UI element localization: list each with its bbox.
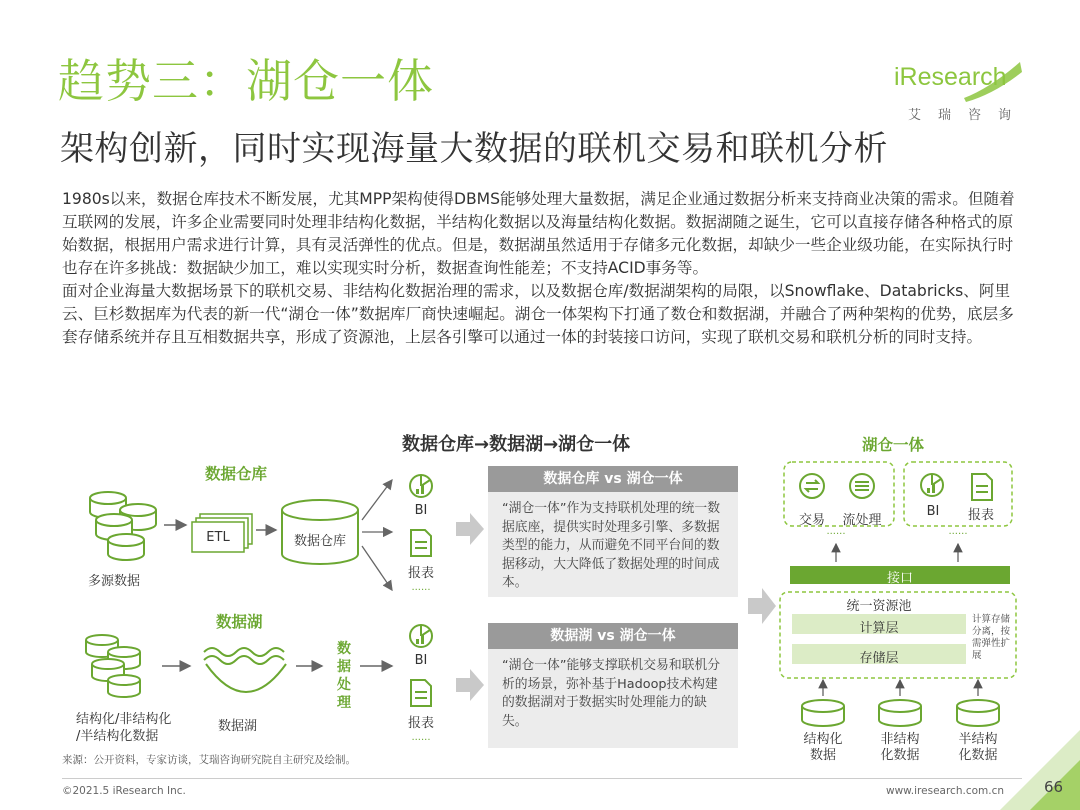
warehouse-store-label: 数据仓库 [293,534,346,549]
semi-structured-data-label: 半结构 化数据 [958,732,998,763]
warehouse-dots: ...... [411,582,431,593]
page-subtitle: 架构创新，同时实现海量大数据的联机交易和联机分析 [60,129,888,169]
page-number: 66 [1044,778,1064,796]
page-title: 趋势三：湖仓一体 [58,54,434,108]
lakehouse-stream-label: 流处理 [842,513,882,528]
unstructured-data-db-icon [879,700,921,726]
structured-data-label: 结构化 数据 [803,732,843,763]
semi-structured-data-db-icon [957,700,999,726]
lake-bowl-icon [204,648,286,692]
compare2-text: “湖仓一体”能够支撑联机交易和联机分析的场景，弥补基于Hadoop技术构建的数据湖对于数据实时处理能力的缺失。 [488,649,738,748]
lake-source-label: 结构化/非结构化 /半结构化数据 [76,712,172,744]
logo: iResearch [894,63,1007,91]
warehouse-report-label: 报表 [407,566,434,581]
side-note: 计算存储分离，按需弹性扩展 [972,614,1011,661]
website-link[interactable]: www.iresearch.com.cn [886,785,1005,797]
lakehouse-report-label: 报表 [967,508,994,523]
report-doc-icon [411,530,431,556]
compare1-text: “湖仓一体”作为支持联机处理的统一数据底座，提供实时处理多引擎、多数据类型的能力，从而避免不同平台间的数据移动，大大降低了数据处理的时间成本。 [488,492,738,597]
lake-bi-label: BI [414,653,428,668]
lake-title: 数据湖 [216,613,263,631]
multi-source-label: 多源数据 [88,574,141,589]
gray-arrow-2 [456,669,484,701]
lakehouse-bi-label: BI [926,504,940,519]
report-doc-icon-lake [411,680,431,706]
gray-arrow-1 [456,513,484,545]
source-note: 来源：公开资料，专家访谈，艾瑞咨询研究院自主研究及绘制。 [62,754,356,766]
copyright: ©2021.5 iResearch Inc. [62,785,186,797]
unstructured-data-label: 非结构 化数据 [880,732,920,763]
lakehouse-dots-right: ...... [948,526,968,537]
lake-report-label: 报表 [407,716,434,731]
etl-label: ETL [206,530,230,545]
lakehouse-title: 湖仓一体 [862,436,925,454]
multi-source-db-icon [90,492,156,560]
warehouse-title: 数据仓库 [205,465,268,483]
warehouse-bi-label: BI [414,503,428,518]
footer-divider [62,778,1022,779]
lake-source-db-icon [86,635,140,697]
structured-data-db-icon [802,700,844,726]
diagram-title: 数据仓库→数据湖→湖仓一体 [402,434,631,455]
lake-dots: ...... [411,732,431,743]
interface-label: 接口 [886,571,913,586]
body-paragraph-2: 面对企业海量大数据场景下的联机交易、非结构化数据治理的需求，以及数据仓库/数据湖架构的局限，以Snowflake、Databricks、阿里云、巨杉数据库为代表的新一代“湖仓一体”数据库厂商快速崛起。湖仓一体架构下打通了数仓和数据湖，并融合了两种架构的优势，底层多套存储系统并存且互相数据共享，形成了资源池，上层各引擎可以通过一体的封装接口访问，实现了联机交易和联机分析的同时支持。 [62,282,1014,346]
bi-chart-icon-lake [410,625,432,647]
lakehouse-dots-left: ...... [826,526,846,537]
resource-pool-label: 统一资源池 [846,599,912,614]
logo-subtext: 艾瑞咨询 [908,108,1029,123]
compare2-header: 数据湖 vs 湖仓一体 [488,623,738,649]
bi-chart-icon [410,475,432,497]
gray-arrow-3 [748,588,776,624]
report-doc-icon-lakehouse [972,474,992,500]
data-process-label: 数据处理 [337,641,351,711]
lakehouse-transaction-label: 交易 [798,513,825,528]
compare1-header: 数据仓库 vs 湖仓一体 [488,466,738,492]
lake-label: 数据湖 [218,719,258,734]
storage-layer-label: 存储层 [859,651,899,666]
compute-layer-label: 计算层 [859,621,899,636]
body-paragraph-1: 1980s以来，数据仓库技术不断发展，尤其MPP架构使得DBMS能够处理大量数据，满足企业通过数据分析来支持商业决策的需求。但随着互联网的发展，许多企业需要同时处理非结构化数据，半结构化数据以及海量结构化数据。数据湖随之诞生，它可以直接存储各种格式的原始数据，根据用户需求进行计算，具有灵活弹性的优点。但是，数据湖虽然适用于存储多元化数据，却缺少一些企业级功能，在实际执行时也存在许多挑战：数据缺少加工，难以实现实时分析，数据查询性能差；不支持ACID事务等。 [62,190,1015,277]
